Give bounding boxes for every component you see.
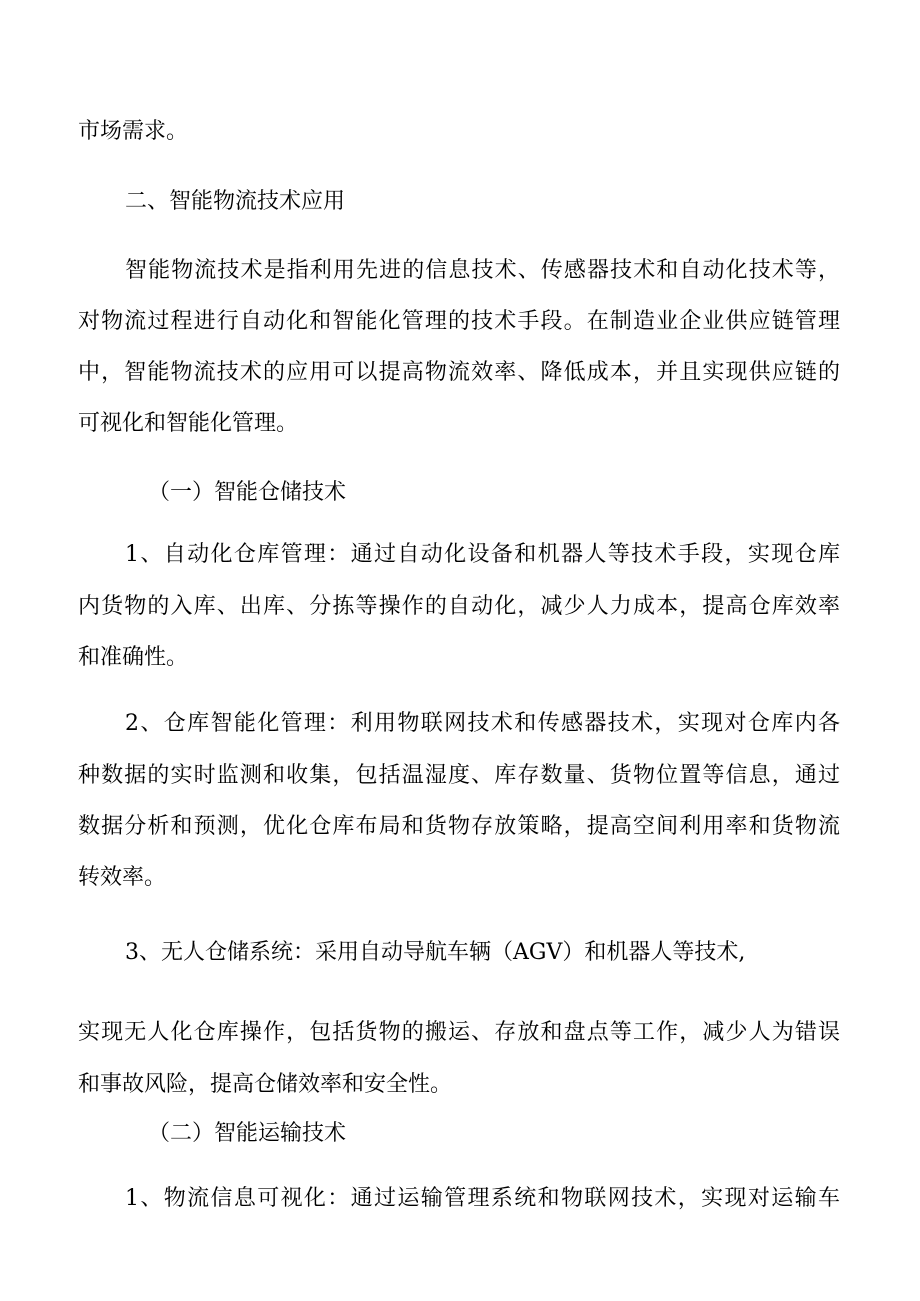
paragraph-line: 1、自动化仓库管理：通过自动化设备和机器人等技术手段，实现仓库 xyxy=(125,542,840,567)
paragraph-line: 和准确性。 xyxy=(78,645,189,670)
section-heading: 二、智能物流技术应用 xyxy=(125,189,346,214)
paragraph-line: 转效率。 xyxy=(78,865,167,890)
paragraph-line: 1、物流信息可视化：通过运输管理系统和物联网技术，实现对运输车 xyxy=(125,1186,840,1211)
paragraph-line: 对物流过程进行自动化和智能化管理的技术手段。在制造业企业供应链管理 xyxy=(78,309,840,334)
paragraph-line: 内货物的入库、出库、分拣等操作的自动化，减少人力成本，提高仓库效率 xyxy=(78,594,840,619)
paragraph-line: 中，智能物流技术的应用可以提高物流效率、降低成本，并且实现供应链的 xyxy=(78,360,840,385)
paragraph-line: 市场需求。 xyxy=(78,119,189,144)
paragraph-line: 实现无人化仓库操作，包括货物的搬运、存放和盘点等工作，减少人为错误 xyxy=(78,1020,840,1045)
subsection-heading: （一）智能仓储技术 xyxy=(148,480,347,505)
paragraph-line: 可视化和智能化管理。 xyxy=(78,411,299,436)
paragraph-line: 2、仓库智能化管理：利用物联网技术和传感器技术，实现对仓库内各 xyxy=(125,711,840,736)
paragraph-line: 种数据的实时监测和收集，包括温湿度、库存数量、货物位置等信息，通过 xyxy=(78,763,840,788)
paragraph-line: 3、无人仓储系统：采用自动导航车辆（AGV）和机器人等技术, xyxy=(125,940,746,965)
paragraph-line: 和事故风险，提高仓储效率和安全性。 xyxy=(78,1072,453,1097)
paragraph-line: 智能物流技术是指利用先进的信息技术、传感器技术和自动化技术等， xyxy=(125,258,840,283)
subsection-heading: （二）智能运输技术 xyxy=(148,1121,347,1146)
paragraph-line: 数据分析和预测，优化仓库布局和货物存放策略，提高空间利用率和货物流 xyxy=(78,814,840,839)
